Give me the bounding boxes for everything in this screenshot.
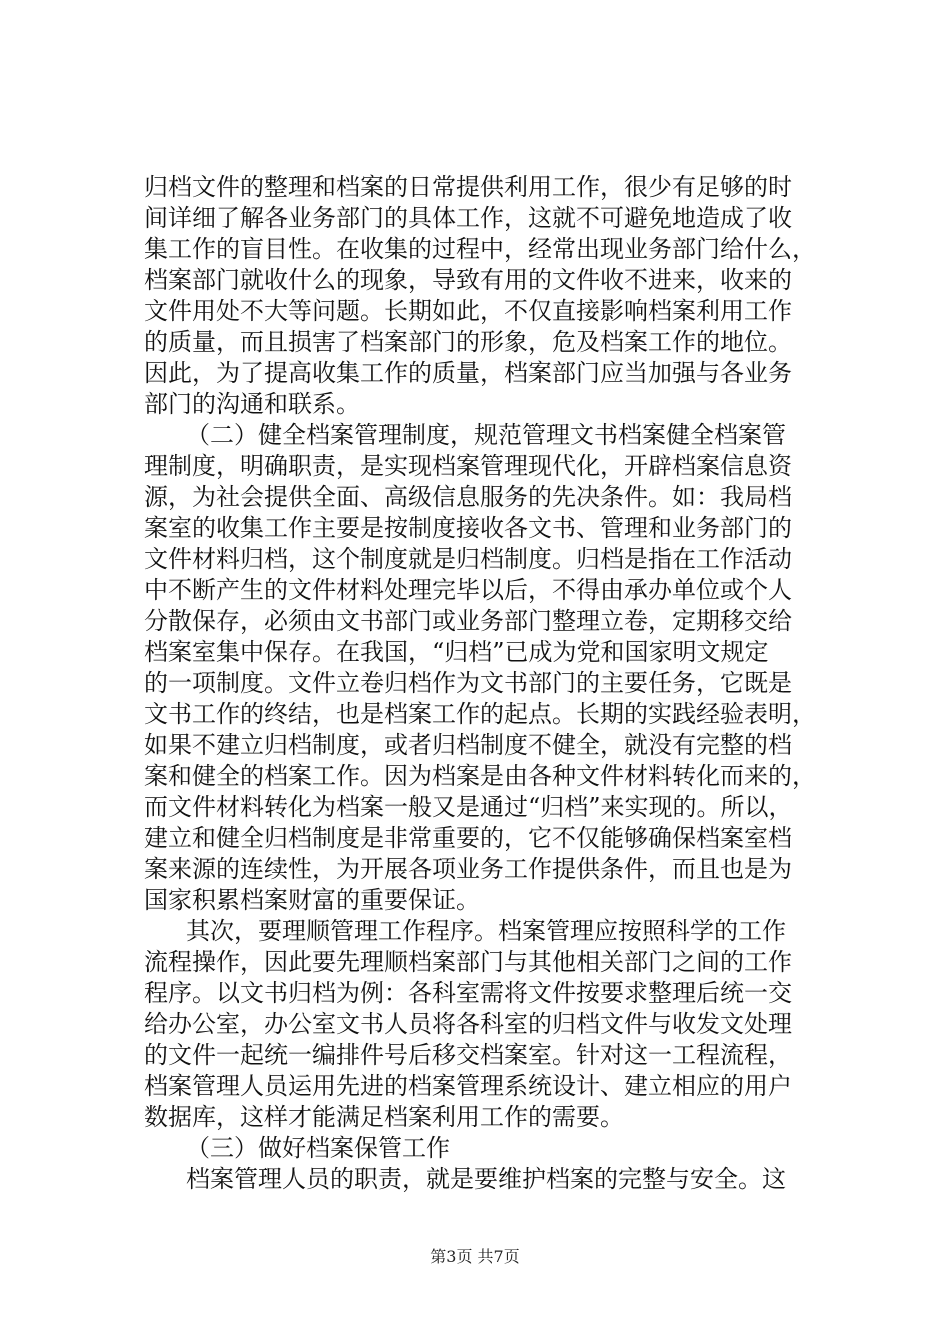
text-line: 理制度，明确职责，是实现档案管理现代化，开辟档案信息资 — [144, 452, 792, 480]
text-line: 间详细了解各业务部门的具体工作，这就不可避免地造成了收 — [144, 204, 792, 232]
text-line: 档案部门就收什么的现象，导致有用的文件收不进来，收来的 — [144, 266, 792, 294]
text-line: 档案管理人员的职责，就是要维护档案的完整与安全。这 — [186, 1165, 786, 1193]
text-line: 如果不建立归档制度，或者归档制度不健全，就没有完整的档 — [144, 731, 792, 759]
text-line: 档案管理人员运用先进的档案管理系统设计、建立相应的用户 — [144, 1072, 792, 1100]
text-line: 给办公室，办公室文书人员将各科室的归档文件与收发文处理 — [144, 1010, 792, 1038]
text-line: 案来源的连续性，为开展各项业务工作提供条件，而且也是为 — [144, 855, 792, 883]
text-line: 集工作的盲目性。在收集的过程中，经常出现业务部门给什么， — [144, 235, 816, 263]
text-line: 部门的沟通和联系。 — [144, 390, 360, 418]
text-line: （二）健全档案管理制度，规范管理文书档案健全档案管 — [186, 421, 786, 449]
text-line: 流程操作，因此要先理顺档案部门与其他相关部门之间的工作 — [144, 948, 792, 976]
text-line: （三）做好档案保管工作 — [186, 1134, 450, 1162]
page-footer: 第3页 共7页 — [430, 1247, 520, 1266]
text-line: 建立和健全归档制度是非常重要的，它不仅能够确保档案室档 — [144, 824, 792, 852]
text-line: 案和健全的档案工作。因为档案是由各种文件材料转化而来的， — [144, 762, 816, 790]
text-line: 文书工作的终结，也是档案工作的起点。长期的实践经验表明， — [144, 700, 816, 728]
text-line: 分散保存，必须由文书部门或业务部门整理立卷，定期移交给 — [144, 607, 792, 635]
text-line: 文件用处不大等问题。长期如此，不仅直接影响档案利用工作 — [144, 297, 792, 325]
text-line: 国家积累档案财富的重要保证。 — [144, 886, 480, 914]
text-line: 的质量，而且损害了档案部门的形象，危及档案工作的地位。 — [144, 328, 792, 356]
document-body — [144, 172, 834, 1195]
text-line: 文件材料归档，这个制度就是归档制度。归档是指在工作活动 — [144, 545, 792, 573]
text-line: 而文件材料转化为档案一般又是通过“归档”来实现的。所以， — [144, 793, 793, 821]
text-line: 源，为社会提供全面、高级信息服务的先决条件。如：我局档 — [144, 483, 792, 511]
text-line: 案室的收集工作主要是按制度接收各文书、管理和业务部门的 — [144, 514, 792, 542]
text-line: 归档文件的整理和档案的日常提供利用工作，很少有足够的时 — [144, 173, 792, 201]
text-line: 中不断产生的文件材料处理完毕以后，不得由承办单位或个人 — [144, 576, 792, 604]
text-line: 数据库，这样才能满足档案利用工作的需要。 — [144, 1103, 624, 1131]
text-line: 的一项制度。文件立卷归档作为文书部门的主要任务，它既是 — [144, 669, 792, 697]
text-line: 档案室集中保存。在我国，“归档”已成为党和国家明文规定 — [144, 638, 769, 666]
text-line: 因此，为了提高收集工作的质量，档案部门应当加强与各业务 — [144, 359, 792, 387]
text-line: 的文件一起统一编排件号后移交档案室。针对这一工程流程， — [144, 1041, 792, 1069]
text-line: 其次，要理顺管理工作程序。档案管理应按照科学的工作 — [186, 917, 786, 945]
text-line: 程序。以文书归档为例：各科室需将文件按要求整理后统一交 — [144, 979, 792, 1007]
